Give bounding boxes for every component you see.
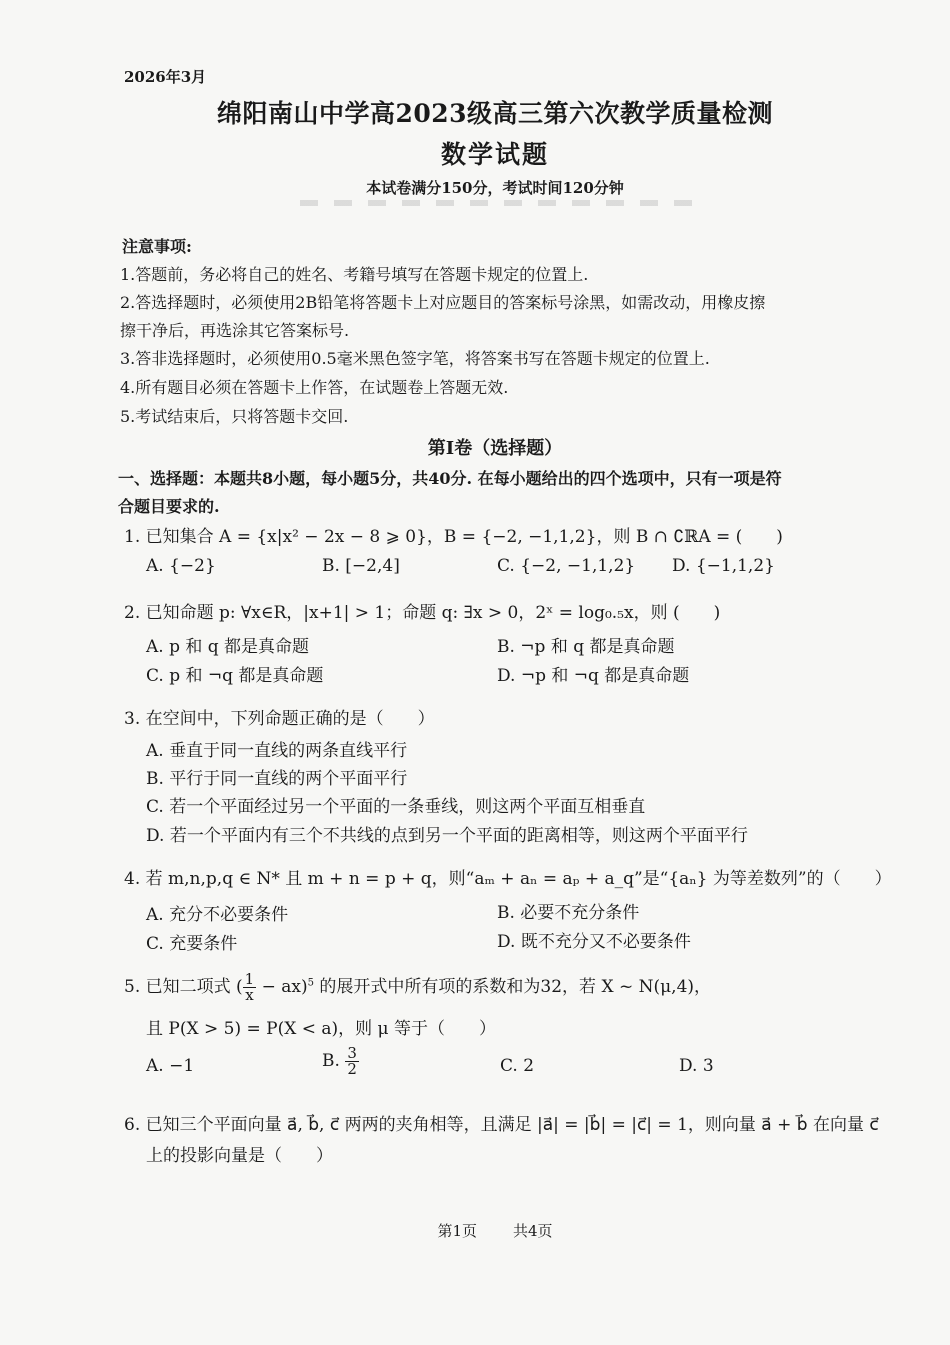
question-3-option-c: C. 若一个平面经过另一个平面的一条垂线，则这两个平面互相垂直 — [146, 797, 646, 817]
question-2-stem: 2. 已知命题 p: ∀x∈R，|x+1| > 1；命题 q: ∃x > 0，2ˣ = log₀.₅x，则 ( ) — [124, 603, 721, 623]
question-4-option-a: A. 充分不必要条件 — [146, 905, 289, 925]
question-2-option-c: C. p 和 ¬q 都是真命题 — [146, 666, 324, 686]
question-5-stem-lead: 5. 已知二项式 — [124, 977, 231, 997]
notice-item: 擦干净后，再选涂其它答案标号. — [120, 321, 350, 340]
question-2-option-b: B. ¬p 和 q 都是真命题 — [497, 637, 675, 657]
notice-item: 2.答选择题时，必须使用2B铅笔将答题卡上对应题目的答案标号涂黑，如需改动，用橡皮擦 — [120, 293, 766, 312]
question-1-option-c: C. {−2, −1,1,2} — [497, 556, 636, 576]
notice-item: 5.考试结束后，只将答题卡交回. — [120, 407, 349, 426]
question-1-stem: 1. 已知集合 A = {x|x² − 2x − 8 ⩾ 0}，B = {−2, −1,1,2}，则 B ∩ ∁ℝA = ( ) — [124, 527, 783, 547]
part1-instructions: 合题目要求的. — [118, 497, 220, 516]
question-1-option-a: A. {−2} — [146, 556, 216, 576]
notice-item: 3.答非选择题时，必须使用0.5毫米黑色签字笔，将答案书写在答题卡规定的位置上. — [120, 349, 710, 368]
question-5-option-b: B. $\frac{3}{2}$ — [322, 1044, 357, 1078]
part1-instructions: 一、选择题：本题共8小题，每小题5分，共40分. 在每小题给出的四个选项中，只有一项是符 — [118, 469, 782, 488]
question-3-option-b: B. 平行于同一直线的两个平面平行 — [146, 769, 408, 789]
page-total: 共4页 — [513, 1222, 553, 1240]
page-number: 第1页 — [437, 1222, 477, 1240]
part1-heading: 第Ⅰ卷（选择题） — [427, 438, 563, 459]
notice-item: 4.所有题目必须在答题卡上作答，在试题卷上答题无效. — [120, 378, 509, 397]
question-3-option-a: A. 垂直于同一直线的两条直线平行 — [146, 741, 408, 761]
exam-info: 本试卷满分150分，考试时间120分钟 — [366, 179, 624, 197]
binomial-fraction: $\frac{1}{x}$ — [244, 970, 255, 1004]
exam-subject: 数学试题 — [440, 140, 549, 169]
question-4-option-d: D. 既不充分又不必要条件 — [497, 932, 691, 952]
exam-title: 绵阳南山中学高2023级高三第六次教学质量检测 — [216, 99, 774, 128]
question-5-option-a: A. −1 — [146, 1056, 195, 1076]
question-5-stem — [124, 972, 711, 1003]
notice-heading: 注意事项: — [122, 237, 192, 256]
question-5-stem-2: 且 P(X > 5) = P(X < a)，则 μ 等于（ ） — [146, 1019, 496, 1039]
option-b-fraction: $\frac{3}{2}$ — [347, 1044, 357, 1078]
question-2-option-a: A. p 和 q 都是真命题 — [146, 637, 310, 657]
question-3-option-d: D. 若一个平面内有三个不共线的点到另一个平面的距离相等，则这两个平面平行 — [146, 826, 748, 846]
question-5-stem-tail: 的展开式中所有项的系数和为32，若 X ~ N(μ,4)， — [319, 977, 712, 997]
question-6-stem: 6. 已知三个平面向量 a⃗, b⃗, c⃗ 两两的夹角相等，且满足 |a⃗| = |b⃗| = |c⃗| = 1，则向量 a⃗ + b⃗ 在向量 c⃗ — [124, 1115, 879, 1135]
question-5-option-c: C. 2 — [500, 1056, 535, 1076]
scan-smudge — [300, 200, 700, 206]
question-4-stem: 4. 若 m,n,p,q ∈ N* 且 m + n = p + q，则“aₘ + aₙ = aₚ + a_q”是“{aₙ} 为等差数列”的（ ） — [124, 869, 892, 889]
notice-item: 1.答题前，务必将自己的姓名、考籍号填写在答题卡规定的位置上. — [120, 265, 589, 284]
question-2-option-d: D. ¬p 和 ¬q 都是真命题 — [497, 666, 690, 686]
question-1-option-d: D. {−1,1,2} — [672, 556, 775, 576]
binomial-expression: ( $\frac{1}{x}$ − ax)$^5$ — [236, 970, 315, 1004]
exam-date: 2026年3月 — [124, 68, 207, 86]
question-6-stem-2: 上的投影向量是（ ） — [146, 1146, 333, 1166]
page-footer — [0, 1220, 950, 1241]
question-4-option-c: C. 充要条件 — [146, 934, 238, 954]
question-3-stem: 3. 在空间中，下列命题正确的是（ ） — [124, 709, 435, 729]
question-1-option-b: B. [−2,4] — [322, 556, 400, 576]
question-4-option-b: B. 必要不充分条件 — [497, 903, 640, 923]
question-5-option-d: D. 3 — [679, 1056, 714, 1076]
